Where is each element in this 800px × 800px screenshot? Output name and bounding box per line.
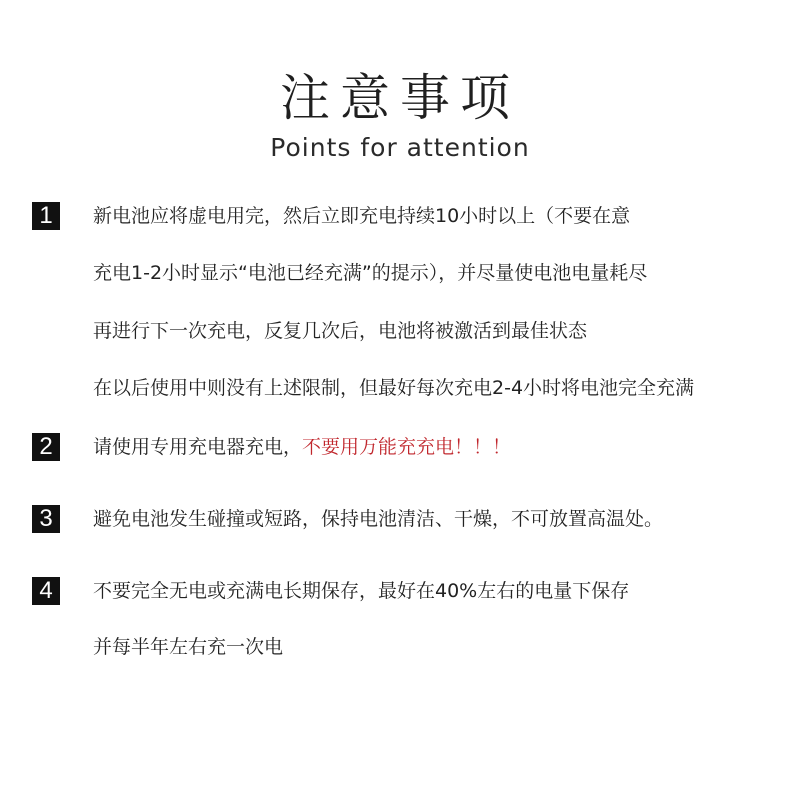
page-subtitle: Points for attention bbox=[270, 133, 530, 162]
item-number-badge: 3 bbox=[32, 505, 60, 533]
item-1-line-4: 在以后使用中则没有上述限制，但最好每次充电2-4小时将电池完全充满 bbox=[93, 377, 695, 399]
page-title: 注意事项 bbox=[280, 69, 520, 127]
item-1-line-3: 再进行下一次充电，反复几次后，电池将被激活到最佳状态 bbox=[93, 320, 588, 342]
item-3-line-1: 避免电池发生碰撞或短路，保持电池清洁、干燥，不可放置高温处。 bbox=[93, 508, 664, 530]
item-number-badge: 4 bbox=[32, 577, 60, 605]
item-number-badge: 1 bbox=[32, 202, 60, 230]
item-2-text: 请使用专用充电器充电， bbox=[93, 436, 303, 458]
item-4-line-2: 并每半年左右充一次电 bbox=[93, 636, 284, 658]
item-2-warning: 不要用万能充充电！！！ bbox=[302, 436, 512, 458]
item-4-line-1: 不要完全无电或充满电长期保存，最好在40%左右的电量下保存 bbox=[93, 580, 630, 602]
item-number-badge: 2 bbox=[32, 433, 60, 461]
item-2-line-1 bbox=[93, 434, 511, 460]
item-1-line-2: 充电1-2小时显示“电池已经充满”的提示），并尽量使电池电量耗尽 bbox=[93, 262, 648, 284]
item-1-line-1: 新电池应将虚电用完，然后立即充电持续10小时以上（不要在意 bbox=[93, 205, 631, 227]
